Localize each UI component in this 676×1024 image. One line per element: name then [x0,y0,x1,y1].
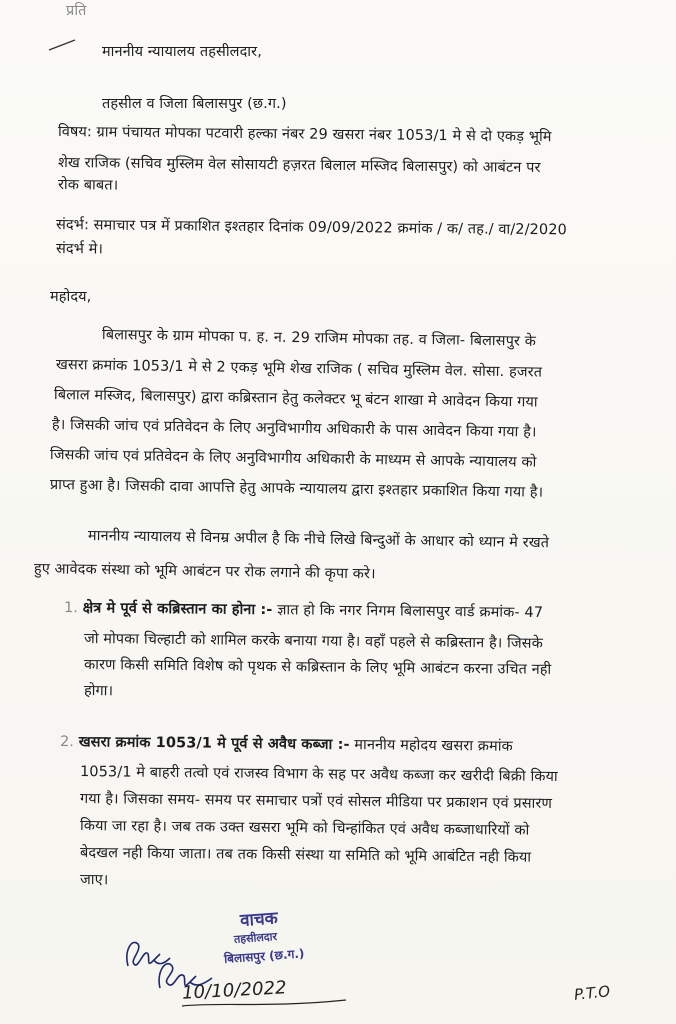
point2-line-5: बेदखल नही किया जाता। तब तक किसी संस्था या समिति को भूमि आबंटित नही किया [79,845,532,866]
stamp-title: वाचक [239,908,279,931]
point1-line-4: होगा। [83,683,114,700]
point2-number: 2. [59,734,75,751]
salutation: महोदय, [50,289,92,305]
prati-label: प्रति [66,3,87,19]
point2-line-6: जाए। [79,872,109,889]
addressee-place: तहसील व जिला बिलासपुर (छ.ग.) [102,96,287,112]
addressee: माननीय न्यायालय तहसीलदार, [102,44,262,60]
stamp-place: बिलासपुर (छ.ग.) [223,946,305,966]
para1-line-3: बिलाल मस्जिद, बिलासपुर) द्वारा कब्रिस्तान हेतु कलेक्टर भू बंटन शाखा मे आवेदन किया गया [53,387,538,411]
subject-line-2: शेख राजिक (सचिव मुस्लिम वेल सोसायटी हज़रत बिलाल मस्जिद बिलासपुर) को आबंटन पर [57,155,541,177]
subject-line-1: विषय: ग्राम पंचायत मोपका पटवारी हल्का नंबर 29 खसरा नंबर 1053/1 मे से दो एकड़ भूमि [57,124,552,146]
para1-line-6: प्राप्त हुआ है। जिसकी दावा आपत्ति हेतु आपके न्यायालय द्वारा इश्तहार प्रकाशित किया गया है। [49,477,544,501]
para2-line-1: माननीय न्यायालय से विनम्र अपील है कि नीचे लिखे बिन्दुओं के आधार को ध्यान मे रखते [87,528,550,552]
point1-line-3: कारण किसी समिति विशेष को पृथक से कब्रिस्तान के लिए भूमि आबंटन करना उचित नही [83,657,552,678]
subject-line-3: रोक बाबत। [57,177,119,194]
point1-line-1: ज्ञात हो कि नगर निगम बिलासपुर वार्ड क्रमांक- 47 [272,602,544,622]
reference-line-1: संदर्भ: समाचार पत्र में प्रकाशित इश्तहार दिनांक 09/09/2022 क्रमांक / क/ तह./ वा/2/2020 [55,217,567,239]
date-underline-icon [180,998,350,1012]
tick-mark-icon [47,38,77,52]
handwritten-date: 10/10/2022 [181,977,288,1004]
point2-line-3: गया है। जिसका समय- समय पर समाचार पत्रों एवं सोसल मीडिया पर प्रकाशन एवं प्रसारण [79,791,553,812]
point2-line-2: 1053/1 मे बाहरी तत्वो एवं राजस्व विभाग के सह पर अवैध कब्जा कर खरीदी बिक्री किया [79,764,558,786]
point2-row [60,733,513,756]
stamp-designation: तहसीलदार [233,930,278,946]
para1-line-1: बिलासपुर के ग्राम मोपका प. ह. न. 29 राजिम मोपका तह. व जिला- बिलासपुर के [101,327,537,350]
reference-line-2: संदर्भ मे। [55,241,104,258]
point2-heading: खसरा क्रमांक 1053/1 मे पूर्व से अवैध कब्जा :- [78,734,350,754]
para1-line-4: है। जिसकी जांच एवं प्रतिवेदन के लिए अनुविभागीय अधिकारी के पास आवेदन किया गया है। [51,417,537,441]
point1-number: 1. [63,600,79,617]
point2-line-4: किया जा रहा है। जब तक उक्त खसरा भूमि को चिन्हांकित एवं अवैध कब्जाधारियों को [79,818,530,839]
point1-line-2: जो मोपका चिल्हाटी को शामिल करके बनाया गया है। वहाँ पहले से कब्रिस्तान है। जिसके [83,631,543,652]
point1-row [64,599,543,622]
para1-line-5: जिसकी जांच एवं प्रतिवेदन के लिए अनुविभागीय अधिकारी के माध्यम से आपके न्यायालय को [49,447,537,471]
point2-line-1: माननीय महोदय खसरा क्रमांक [349,737,513,755]
point1-heading: क्षेत्र मे पूर्व से कब्रिस्तान का होना :- [82,600,273,619]
pto-note: P.T.O [573,982,612,1004]
para1-line-2: खसरा क्रमांक 1053/1 मे से 2 एकड़ भूमि शेख राजिक ( सचिव मुस्लिम वेल. सोसा. हजरत [55,357,543,381]
para2-line-2: हुए आवेदक संस्था को भूमि आबंटन पर रोक लगाने की कृपा करे। [33,561,376,583]
